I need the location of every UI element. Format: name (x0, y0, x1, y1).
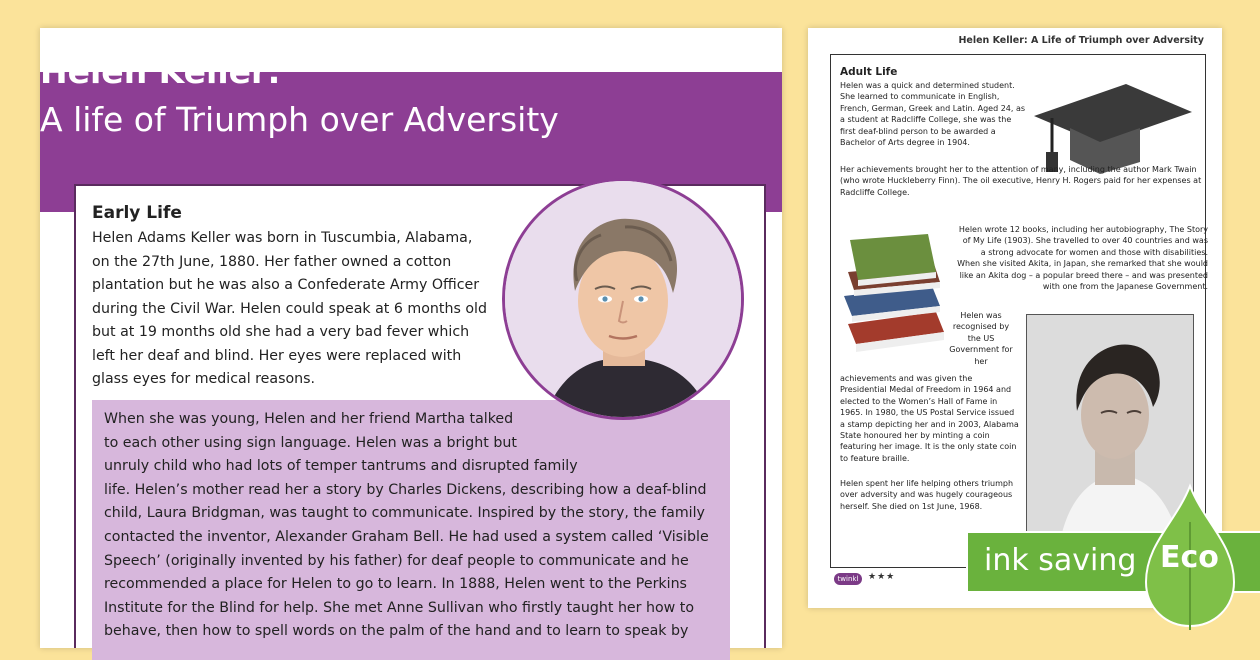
story-line: contacted the inventor, Alexander Graham Bell. He had used a system called ‘Visible (104, 528, 709, 545)
early-line: Helen Adams Keller was born in Tuscumbia, Alabama, (92, 230, 473, 246)
early-line: glass eyes for medical reasons. (92, 371, 316, 387)
story-line: recommended a place for Helen to go to learn. In 1888, Helen went to the Perkins (104, 576, 687, 593)
early-line: but at 19 months old she had a very bad fever which (92, 324, 470, 340)
early-life-heading: Early Life (92, 203, 182, 223)
right-page-header: Helen Keller: A Life of Triumph over Adversity (958, 35, 1204, 46)
graduation-cap-icon (1030, 78, 1196, 178)
story-line: child, Laura Bridgman, was taught to communicate. Inspired by the story, the family (104, 505, 705, 522)
adult-para-recognised: Helen was recognised by the US Government for her (949, 311, 1013, 366)
twinkl-logo: twinkl (834, 573, 862, 585)
early-line: left her deaf and blind. Her eyes were replaced with (92, 347, 462, 364)
story-line: to each other using sign language. Helen was a bright but (104, 434, 517, 451)
helen-portrait-illustration (502, 178, 744, 420)
adult-para-legacy: Helen spent her life helping others triumph over adversity and was hugely courageous herself. She died on 1st June, 1968. (840, 479, 1014, 511)
early-life-text (92, 227, 492, 392)
books-icon (840, 232, 950, 356)
adult-para-honours: achievements and was given the Presidential Medal of Freedom in 1964 and elected to the Women’s Hall of Fame in 1965. In 1980, the US Postal Service issued a stamp depicting her and in 2003, Alabama State honoured her by minting a coin featuring her image. It is the only state coin to feature braille. (840, 374, 1019, 463)
early-line: on the 27th June, 1880. Her father owned a cotton (92, 253, 452, 270)
adult-life-heading: Adult Life (840, 66, 898, 78)
story-line: unruly child who had lots of temper tantrums and disrupted family (104, 458, 578, 475)
early-line: plantation but he was also a Confederate Army Officer (92, 277, 480, 293)
story-line: behave, then how to spell words on the palm of the hand and to learn to speak by (104, 623, 689, 640)
rating-stars: ★★★ (868, 572, 896, 582)
adult-para-achievements: Her achievements brought her to the attention of many, including the author Mark Twain (who wrote Huckleberry Finn). The oil executive, Henry H. Rogers paid for her expenses at Radcliffe College. (840, 165, 1202, 197)
ink-saving-label: ink saving (984, 543, 1137, 578)
story-line: life. Helen’s mother read her a story by Charles Dickens, describing how a deaf-blind (104, 481, 707, 498)
adult-para-education: Helen was a quick and determined student. She learned to communicate in English, French, German, Greek and Latin. Aged 24, as a student at Radcliffe College, she was the first deaf-blind person to be awarded a Bachelor of Arts degree in 1904. (840, 81, 1026, 148)
story-text (104, 408, 718, 644)
story-line: Speech’ (originally invented by his father) for deaf people to communicate and he (104, 552, 689, 569)
early-line: during the Civil War. Helen could speak at 6 months old (92, 300, 487, 317)
page-subtitle: A life of Triumph over Adversity (40, 100, 559, 139)
page-title: Helen Keller: (40, 52, 281, 91)
story-line: Institute for the Blind for help. She met Anne Sullivan who firstly taught her how to (104, 599, 695, 616)
story-line: When she was young, Helen and her friend Martha talked (104, 411, 514, 427)
eco-label: Eco (1160, 540, 1219, 575)
adult-para-books: Helen wrote 12 books, including her autobiography, The Story of My Life (1903). She travelled to over 40 countries and was a strong advocate for women and those with disabilities. When she visited Akita, in Japan, she remarked that she would like an Akita dog – a popular breed there – and was presented with one from the Japanese Government. (957, 225, 1208, 292)
